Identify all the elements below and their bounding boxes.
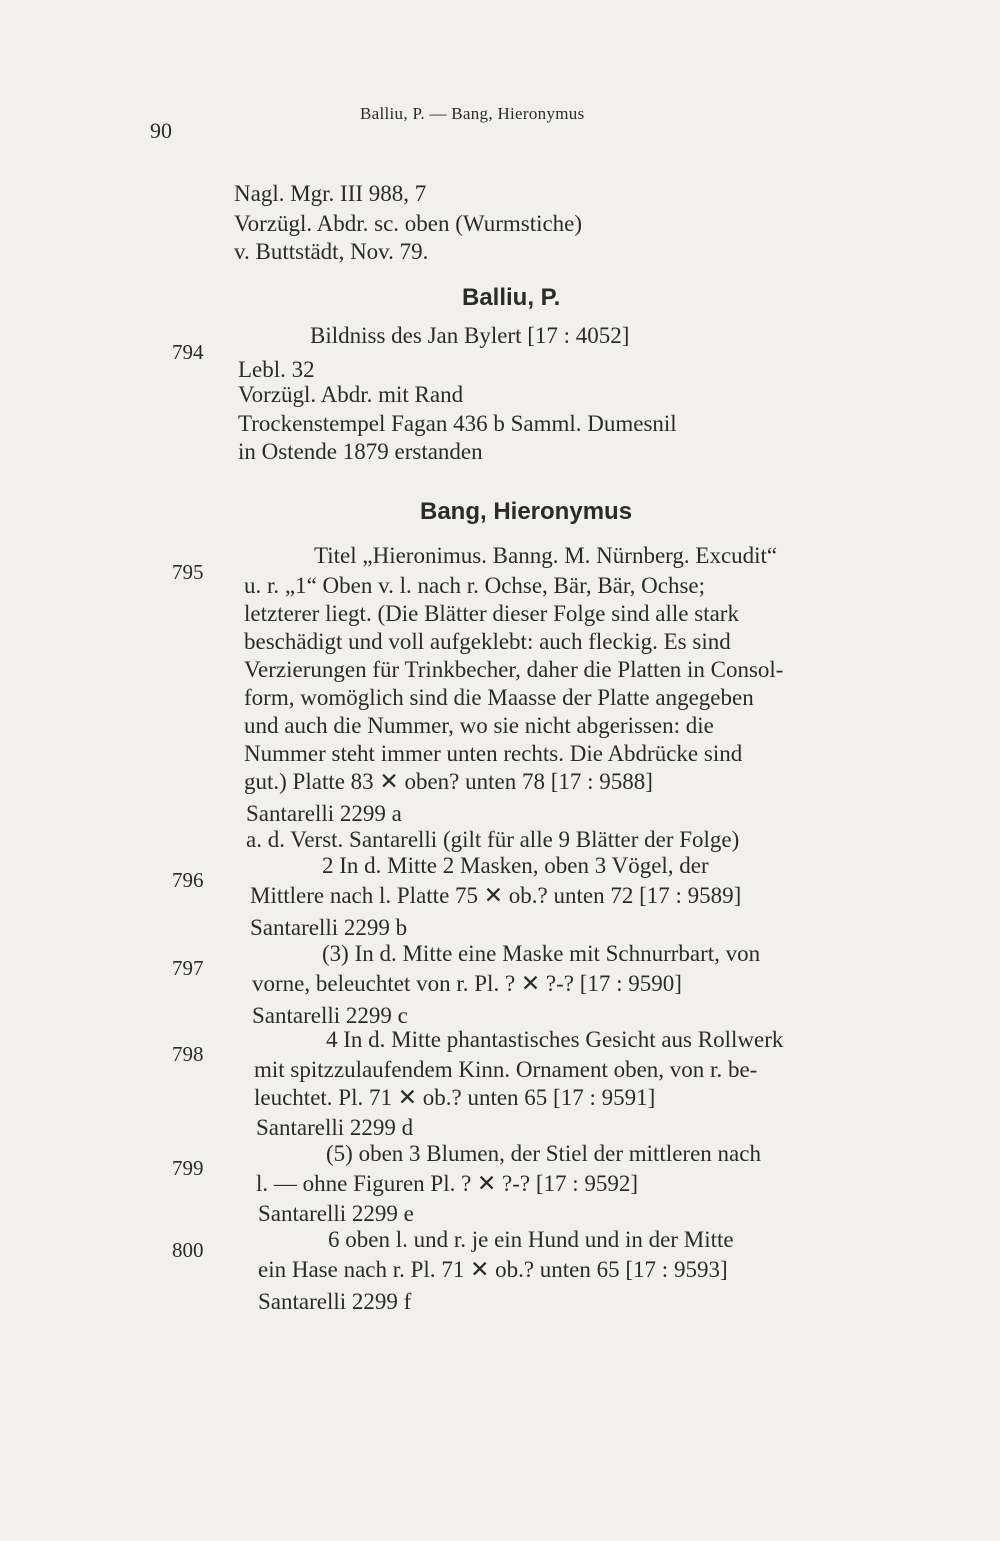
text-line: v. Buttstädt, Nov. 79. [234, 239, 429, 264]
text-line: Santarelli 2299 f [258, 1289, 412, 1314]
text-line: form, womöglich sind die Maasse der Platte angegeben [244, 685, 754, 710]
entry-number: 799 [172, 1156, 204, 1180]
text-line: Santarelli 2299 e [258, 1201, 414, 1226]
text-line: Bildniss des Jan Bylert [17 : 4052] [310, 323, 630, 348]
entry-number: 798 [172, 1042, 204, 1066]
section-heading: Bang, Hieronymus [420, 498, 633, 525]
text-line: vorne, beleuchtet von r. Pl. ? ✕ ?-? [17 : 9590] [252, 971, 682, 996]
text-line: Nummer steht immer unten rechts. Die Abdrücke sind [244, 741, 743, 766]
text-line: l. — ohne Figuren Pl. ? ✕ ?-? [17 : 9592] [256, 1171, 639, 1196]
text-line: 2 In d. Mitte 2 Masken, oben 3 Vögel, der [322, 853, 709, 878]
entry-number: 794 [172, 340, 204, 364]
text-line: Santarelli 2299 b [250, 915, 408, 940]
text-line: leuchtet. Pl. 71 ✕ ob.? unten 65 [17 : 9591] [254, 1085, 656, 1110]
running-title: Balliu, P. — Bang, Hieronymus [360, 104, 585, 123]
text-line: Verzierungen für Trinkbecher, daher die Platten in Consol- [244, 657, 784, 682]
text-line: mit spitzzulaufendem Kinn. Ornament oben, von r. be- [254, 1057, 758, 1082]
text-line: in Ostende 1879 erstanden [238, 439, 483, 464]
text-line: 4 In d. Mitte phantastisches Gesicht aus Rollwerk [326, 1027, 784, 1052]
text-line: ein Hase nach r. Pl. 71 ✕ ob.? unten 65 [17 : 9593] [258, 1257, 728, 1282]
text-line: letzterer liegt. (Die Blätter dieser Folge sind alle stark [244, 601, 739, 626]
text-line: 6 oben l. und r. je ein Hund und in der Mitte [328, 1227, 734, 1252]
page-number: 90 [150, 118, 172, 143]
text-line: Santarelli 2299 d [256, 1115, 414, 1140]
text-line: Santarelli 2299 c [252, 1003, 408, 1028]
entry-number: 795 [172, 560, 204, 584]
text-line: gut.) Platte 83 ✕ oben? unten 78 [17 : 9588] [244, 769, 653, 794]
text-line: Lebl. 32 [238, 357, 315, 382]
entry-number: 800 [172, 1238, 204, 1262]
text-line: Nagl. Mgr. III 988, 7 [234, 181, 427, 206]
text-line: Trockenstempel Fagan 436 b Samml. Dumesnil [238, 411, 677, 436]
text-line: u. r. „1“ Oben v. l. nach r. Ochse, Bär, Bär, Ochse; [244, 573, 705, 598]
entry-number: 797 [172, 956, 204, 980]
text-line: und auch die Nummer, wo sie nicht abgerissen: die [244, 713, 714, 738]
text-line: Santarelli 2299 a [246, 801, 402, 826]
entry-number: 796 [172, 868, 204, 892]
text-line: a. d. Verst. Santarelli (gilt für alle 9 Blätter der Folge) [246, 827, 740, 852]
text-line: beschädigt und voll aufgeklebt: auch fleckig. Es sind [244, 629, 731, 654]
text-line: Vorzügl. Abdr. sc. oben (Wurmstiche) [234, 211, 583, 236]
text-line: (3) In d. Mitte eine Maske mit Schnurrbart, von [322, 941, 761, 966]
text-line: (5) oben 3 Blumen, der Stiel der mittleren nach [326, 1141, 761, 1166]
text-line: Vorzügl. Abdr. mit Rand [238, 382, 464, 407]
section-heading: Balliu, P. [462, 284, 561, 311]
text-line: Mittlere nach l. Platte 75 ✕ ob.? unten 72 [17 : 9589] [250, 883, 742, 908]
text-line: Titel „Hieronimus. Banng. M. Nürnberg. Excudit“ [314, 543, 778, 568]
